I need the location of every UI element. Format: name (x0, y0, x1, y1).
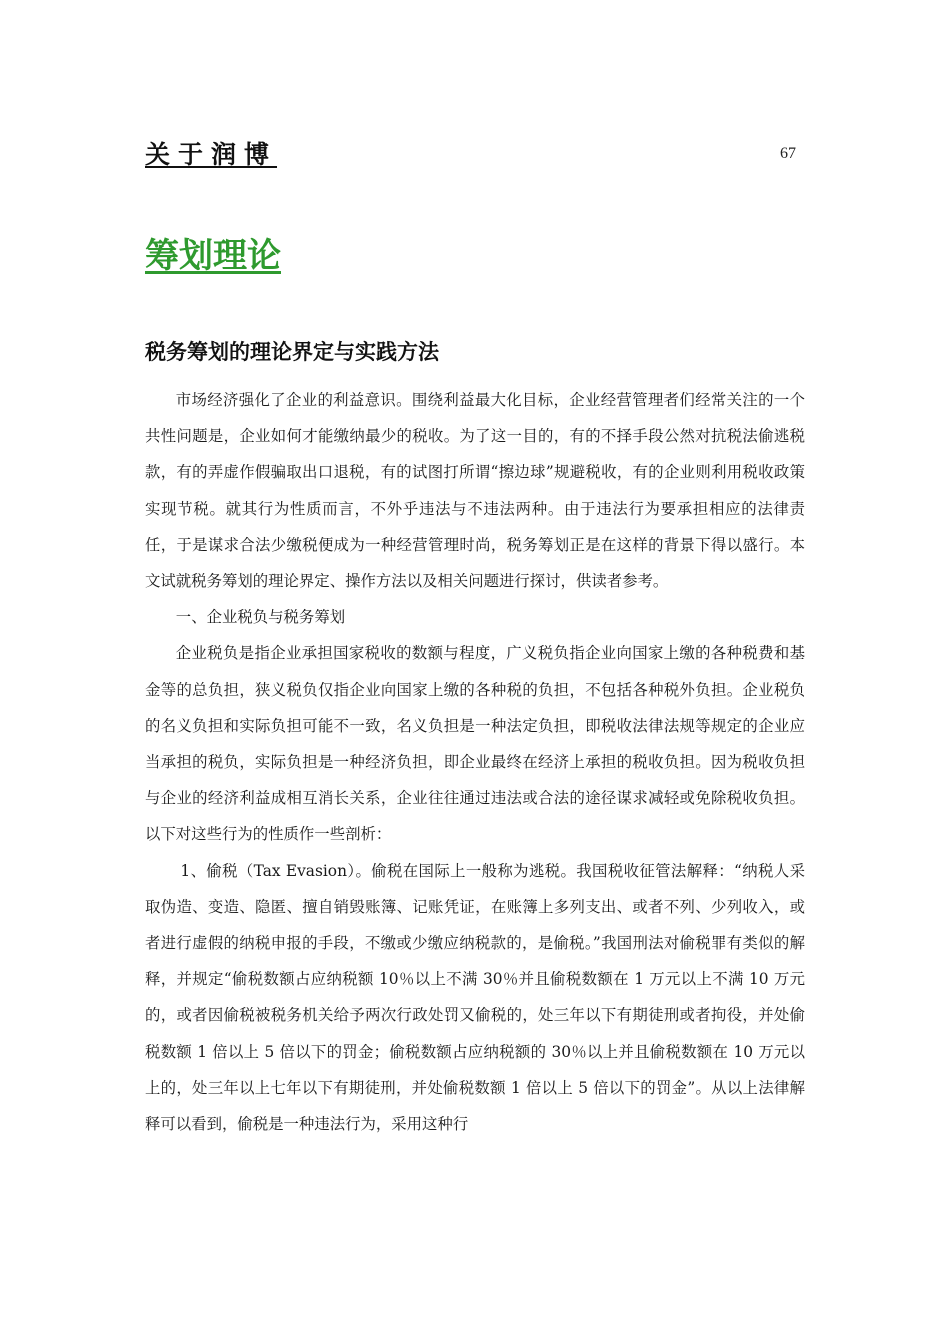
paragraph-heading-1: 一、企业税负与税务筹划 (175, 608, 346, 627)
header-title: 关于润博 (145, 140, 278, 169)
section-title[interactable]: 筹划理论 (145, 236, 281, 276)
paragraph-intro: 市场经济强化了企业的利益意识。围绕利益最大化目标，企业经营管理者们经常关注的一个共性问题是，企业如何才能缴纳最少的税收。为了这一目的，有的不择手段公然对抗税法偷逃税款，有的弄虚作假骗取出口退税，有的试图打所谓“擦边球”规避税收，有的企业则利用税收政策实现节税。就其行为性质而言，不外乎违法与不违法两种。由于违法行为要承担相应的法律责任，于是谋求合法少缴税便成为一种经营管理时尚，税务筹划正是在这样的背景下得以盛行。本文试就税务筹划的理论界定、操作方法以及相关问题进行探讨，供读者参考。 (145, 391, 805, 591)
paragraph-tax-evasion: 1、偷税（Tax Evasion）。偷税在国际上一般称为逃税。我国税收征管法解释：“纳税人采取伪造、变造、隐匿、擅自销毁账簿、记账凭证，在账簿上多列支出、或者不列、少列收入，或者进行虚假的纳税申报的手段，不缴或少缴应纳税款的，是偷税。”我国刑法对偷税罪有类似的解释，并规定“偷税数额占应纳税额 10％以上不满 30％并且偷税数额在 1 万元以上不满 10 万元的，或者因偷税被税务机关给予两次行政处罚又偷税的，处三年以下有期徒刑或者拘役，并处偷税数额 1 倍以上 5 倍以下的罚金；偷税数额占应纳税额的 30％以上并且偷税数额在 10 万元以上的，处三年以上七年以下有期徒刑，并处偷税数额 1 倍以上 5 倍以下的罚金”。从以上法律解释可以看到，偷税是一种违法行为，采用这种行 (145, 861, 805, 1134)
article-title: 税务筹划的理论界定与实践方法 (145, 340, 439, 364)
paragraph-tax-burden: 企业税负是指企业承担国家税收的数额与程度，广义税负指企业向国家上缴的各种税费和基金等的总负担，狭义税负仅指企业向国家上缴的各种税的负担，不包括各种税外负担。企业税负的名义负担和实际负担可能不一致，名义负担是一种法定负担，即税收法律法规等规定的企业应当承担的税负，实际负担是一种经济负担，即企业最终在经济上承担的税收负担。因为税收负担与企业的经济利益成相互消长关系，企业往往通过违法或合法的途径谋求减轻或免除税收负担。以下对这些行为的性质作一些剖析： (145, 644, 805, 844)
page-number: 67 (780, 145, 796, 162)
article-body (145, 382, 805, 1142)
